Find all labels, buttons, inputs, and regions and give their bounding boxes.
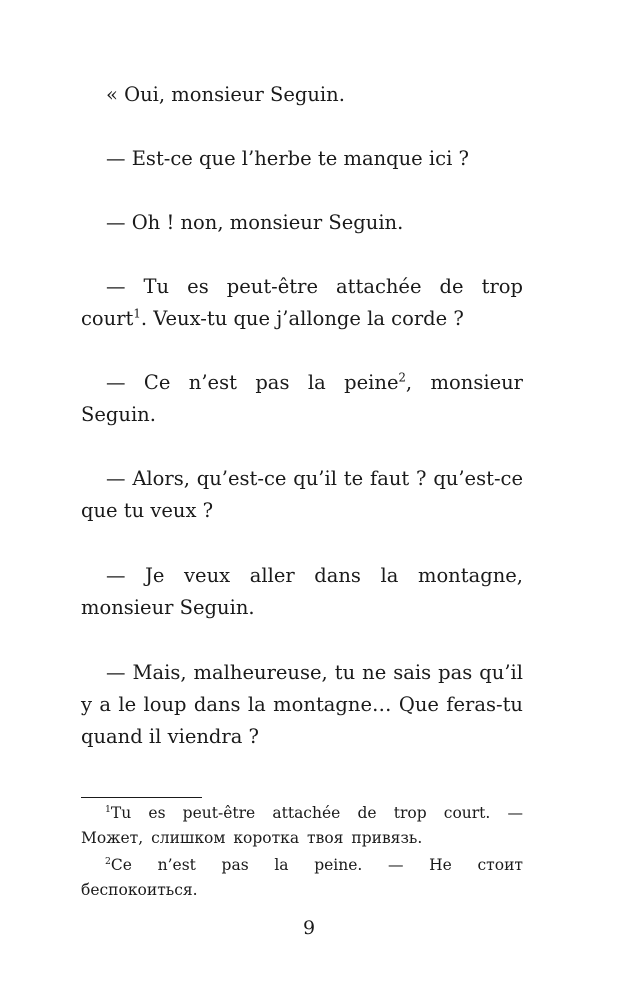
dialogue-line	[81, 271, 523, 335]
footnote-ref: 1	[133, 306, 141, 321]
footnote-text: Ce n’est pas la peine. — Не стоит беспокоиться.	[81, 856, 523, 899]
footnote-ref: 2	[398, 370, 406, 385]
dialogue-line	[81, 79, 523, 111]
footnote-divider	[81, 797, 202, 798]
dialogue-text: — Je veux aller dans la montagne, monsieur Seguin.	[81, 564, 523, 619]
dialogue-line	[81, 143, 523, 175]
dialogue-line	[81, 560, 523, 624]
dialogue-text: — Ce n’est pas la peine	[106, 371, 399, 394]
dialogue-text: — Mais, malheureuse, tu ne sais pas qu’il y a le loup dans la montagne… Que feras-tu quand il viendra ?	[81, 661, 523, 748]
dialogue-line	[81, 463, 523, 527]
dialogue-text: . Veux-tu que j’allonge la corde ?	[140, 307, 464, 330]
dialogue-line	[81, 367, 523, 431]
dialogue-text: — Est-ce que l’herbe te manque ici ?	[106, 147, 469, 170]
dialogue-text: « Oui, monsieur Seguin.	[106, 83, 345, 106]
dialogue-text: — Oh ! non, monsieur Seguin.	[106, 211, 404, 234]
footnote	[81, 853, 523, 903]
dialogue-line	[81, 207, 523, 239]
page-number: 9	[302, 917, 316, 939]
footnote-number: 1	[105, 803, 111, 815]
footnote-text: Tu es peut-être attachée de trop court. — Может, слишком коротка твоя привязь.	[81, 804, 523, 847]
dialogue-text: , monsieur Seguin.	[81, 371, 523, 426]
dialogue-text: — Alors, qu’est-ce qu’il te faut ? qu’est-ce que tu veux ?	[81, 467, 523, 522]
footnote-number: 2	[105, 855, 111, 867]
dialogue-line	[81, 657, 523, 753]
dialogue-text: — Tu es peut-être attachée de trop court	[81, 275, 523, 330]
footnote	[81, 801, 523, 851]
